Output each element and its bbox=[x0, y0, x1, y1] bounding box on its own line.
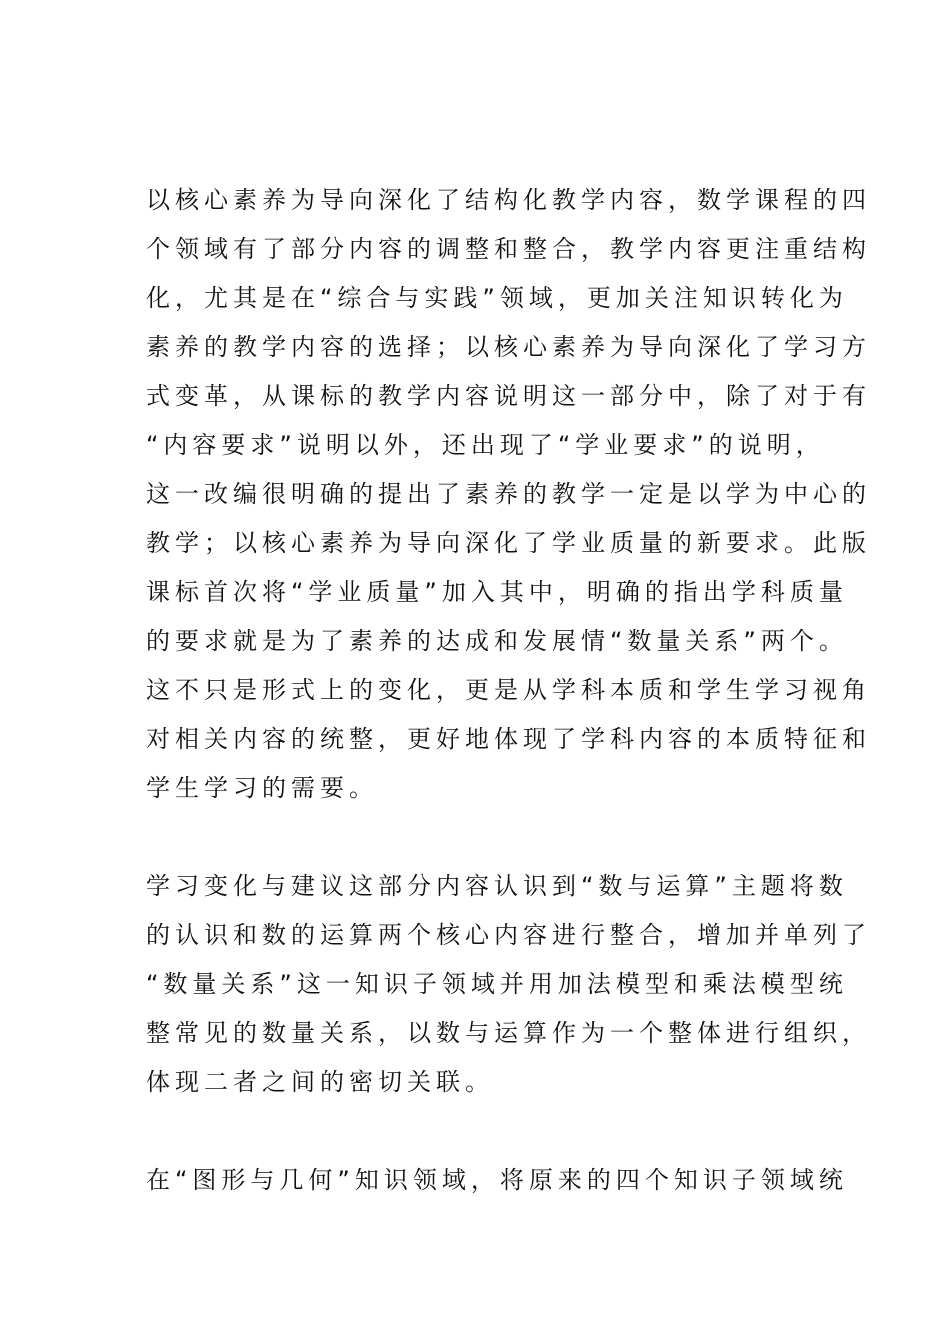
text-line: 对相关内容的统整，更好地体现了学科内容的本质特征和 bbox=[146, 725, 871, 753]
text-line: 课标首次将“学业质量”加入其中，明确的指出学科质量 bbox=[146, 578, 848, 606]
paragraph-spacer bbox=[146, 813, 810, 862]
text-line: “数量关系”这一知识子领域并用加法模型和乘法模型统 bbox=[146, 970, 848, 998]
text-line: 这不只是形式上的变化，更是从学科本质和学生学习视角 bbox=[146, 676, 871, 704]
text-line: 在“图形与几何”知识领域，将原来的四个知识子领域统 bbox=[146, 1166, 848, 1194]
text-line: 以核心素养为导向深化了结构化教学内容，数学课程的四 bbox=[146, 186, 871, 214]
text-line: 整常见的数量关系，以数与运算作为一个整体进行组织， bbox=[146, 1019, 871, 1047]
text-line: 学习变化与建议这部分内容认识到“数与运算”主题将数 bbox=[146, 872, 848, 900]
text-line: 的要求就是为了素养的达成和发展情“数量关系”两个。 bbox=[146, 627, 848, 655]
text-line: 个领域有了部分内容的调整和整合，教学内容更注重结构 bbox=[146, 235, 871, 263]
text-line: 化，尤其是在“综合与实践”领域，更加关注知识转化为 bbox=[146, 284, 848, 312]
text-line: 学生学习的需要。 bbox=[146, 774, 378, 802]
text-line: 素养的教学内容的选择；以核心素养为导向深化了学习方 bbox=[146, 333, 871, 361]
text-line: 教学；以核心素养为导向深化了学业质量的新要求。此版 bbox=[146, 529, 871, 557]
document-body bbox=[146, 176, 871, 1205]
paragraph-2 bbox=[146, 862, 871, 1107]
text-line: 式变革，从课标的教学内容说明这一部分中，除了对于有 bbox=[146, 382, 871, 410]
paragraph-3 bbox=[146, 1156, 848, 1205]
paragraph-1 bbox=[146, 176, 871, 813]
text-line: “内容要求”说明以外，还出现了“学业要求”的说明， bbox=[146, 431, 825, 459]
text-line: 体现二者之间的密切关联。 bbox=[146, 1068, 494, 1096]
text-line: 的认识和数的运算两个核心内容进行整合，增加并单列了 bbox=[146, 921, 871, 949]
paragraph-spacer bbox=[146, 1107, 810, 1156]
text-line: 这一改编很明确的提出了素养的教学一定是以学为中心的 bbox=[146, 480, 871, 508]
